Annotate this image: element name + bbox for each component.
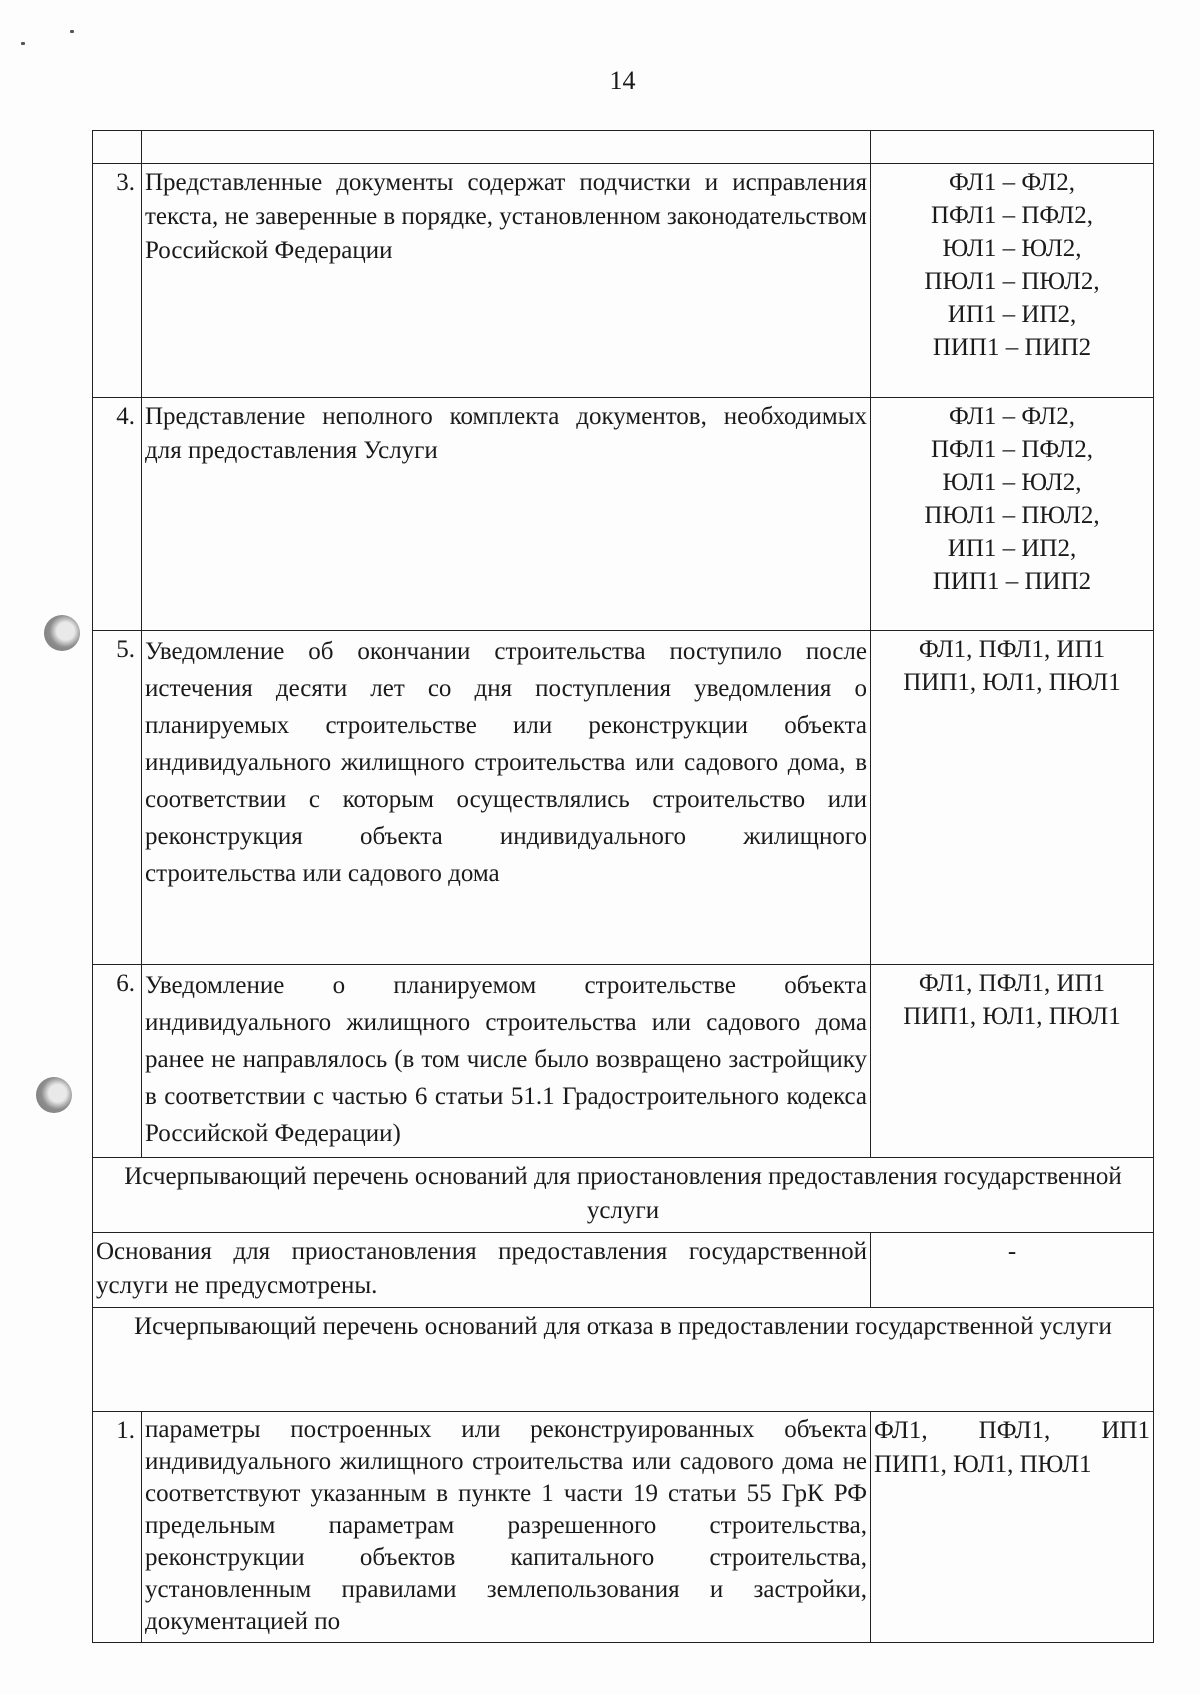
- table-row: [93, 631, 1154, 965]
- refusal-heading: Исчерпывающий перечень оснований для отказа в предоставлении государственной услуги: [93, 1308, 1154, 1412]
- ground-text: Уведомление о планируемом строительстве объекта индивидуального жилищного строительства или садового дома ранее не направлялось (в том числе было возвращено застройщику в соответствии с частью 6 статьи 51.1 Градостроительного кодекса Российской Федерации): [142, 965, 871, 1158]
- code-item: ПФЛ1,: [978, 1417, 1051, 1444]
- refusal-text: параметры построенных или реконструированных объекта индивидуального жилищного строительства или садового дома не соответствуют указанным в пункте 1 части 19 статьи 55 ГрК РФ предельным параметрам разрешенного строительства, реконструкции объектов капитального строительства, установленным правилами землепользования и застройки, документацией по: [142, 1412, 871, 1643]
- page-number: 14: [609, 66, 636, 95]
- applicant-codes: [871, 398, 1154, 631]
- code-line: ФЛ1, ПФЛ1, ИП1: [918, 636, 1106, 663]
- code-line: ИП1 – ИП2,: [947, 301, 1077, 328]
- section-header-row: [93, 1308, 1154, 1412]
- code-line: ПЮЛ1 – ПЮЛ2,: [924, 502, 1100, 529]
- applicant-codes: [871, 965, 1154, 1158]
- code-line: ФЛ1 – ФЛ2,: [949, 403, 1075, 430]
- ground-text: Представление неполного комплекта документов, необходимых для предоставления Услуги: [142, 398, 871, 631]
- ground-text: Уведомление об окончании строительства поступило после истечения десяти лет со дня поступления уведомления о планируемых строительстве или реконструкции объекта индивидуального жилищного строительства или садового дома, в соответствии с которым осуществлялись строительство или реконструкция объекта индивидуального жилищного строительства или садового дома: [142, 631, 871, 965]
- code-line: ЮЛ1 – ЮЛ2,: [942, 469, 1082, 496]
- table-row: [93, 164, 1154, 398]
- code-item: ФЛ1,: [874, 1417, 928, 1444]
- ground-text: Представленные документы содержат подчистки и исправления текста, не заверенные в порядке, установленном законодательством Российской Федерации: [142, 164, 871, 398]
- scan-speck: [21, 42, 25, 45]
- code-line: ПЮЛ1 – ПЮЛ2,: [924, 268, 1100, 295]
- code-line: ПИП1, ЮЛ1, ПЮЛ1: [903, 669, 1121, 696]
- applicant-codes: [871, 1412, 1154, 1643]
- suspension-text: Основания для приостановления предоставления государственной услуги не предусмотрены.: [93, 1233, 871, 1308]
- code-line: ПИП1 – ПИП2: [932, 334, 1092, 361]
- code-line: ЮЛ1 – ЮЛ2,: [942, 235, 1082, 262]
- punch-hole-mark: [44, 615, 80, 651]
- code-line: ФЛ1, ПФЛ1, ИП1: [918, 970, 1106, 997]
- header-cell: [871, 131, 1154, 164]
- code-line: ФЛ1 – ФЛ2,: [949, 169, 1075, 196]
- table-header-row: [93, 131, 1154, 164]
- row-number: 5.: [93, 631, 142, 965]
- grounds-table: [92, 130, 1154, 1643]
- suspension-value: -: [871, 1233, 1154, 1308]
- code-line: ПФЛ1 – ПФЛ2,: [930, 436, 1093, 463]
- code-item: ИП1: [1101, 1417, 1150, 1444]
- table-row: [93, 965, 1154, 1158]
- section-header-row: [93, 1158, 1154, 1233]
- scan-speck: [70, 30, 74, 33]
- table-row: [93, 1412, 1154, 1643]
- row-number: 6.: [93, 965, 142, 1158]
- code-line: [874, 1414, 1150, 1448]
- row-number: 3.: [93, 164, 142, 398]
- code-line: ПИП1, ЮЛ1, ПЮЛ1: [903, 1003, 1121, 1030]
- table-row: [93, 1233, 1154, 1308]
- table-row: [93, 398, 1154, 631]
- row-number: 4.: [93, 398, 142, 631]
- code-line: ПИП1 – ПИП2: [932, 568, 1092, 595]
- header-cell: [93, 131, 142, 164]
- suspension-heading: Исчерпывающий перечень оснований для приостановления предоставления государственной услуги: [93, 1158, 1154, 1233]
- applicant-codes: [871, 631, 1154, 965]
- code-line: ИП1 – ИП2,: [947, 535, 1077, 562]
- header-cell: [142, 131, 871, 164]
- applicant-codes: [871, 164, 1154, 398]
- code-line: ПИП1, ЮЛ1, ПЮЛ1: [874, 1451, 1092, 1478]
- punch-hole-mark: [36, 1077, 72, 1113]
- row-number: 1.: [93, 1412, 142, 1643]
- code-line: ПФЛ1 – ПФЛ2,: [930, 202, 1093, 229]
